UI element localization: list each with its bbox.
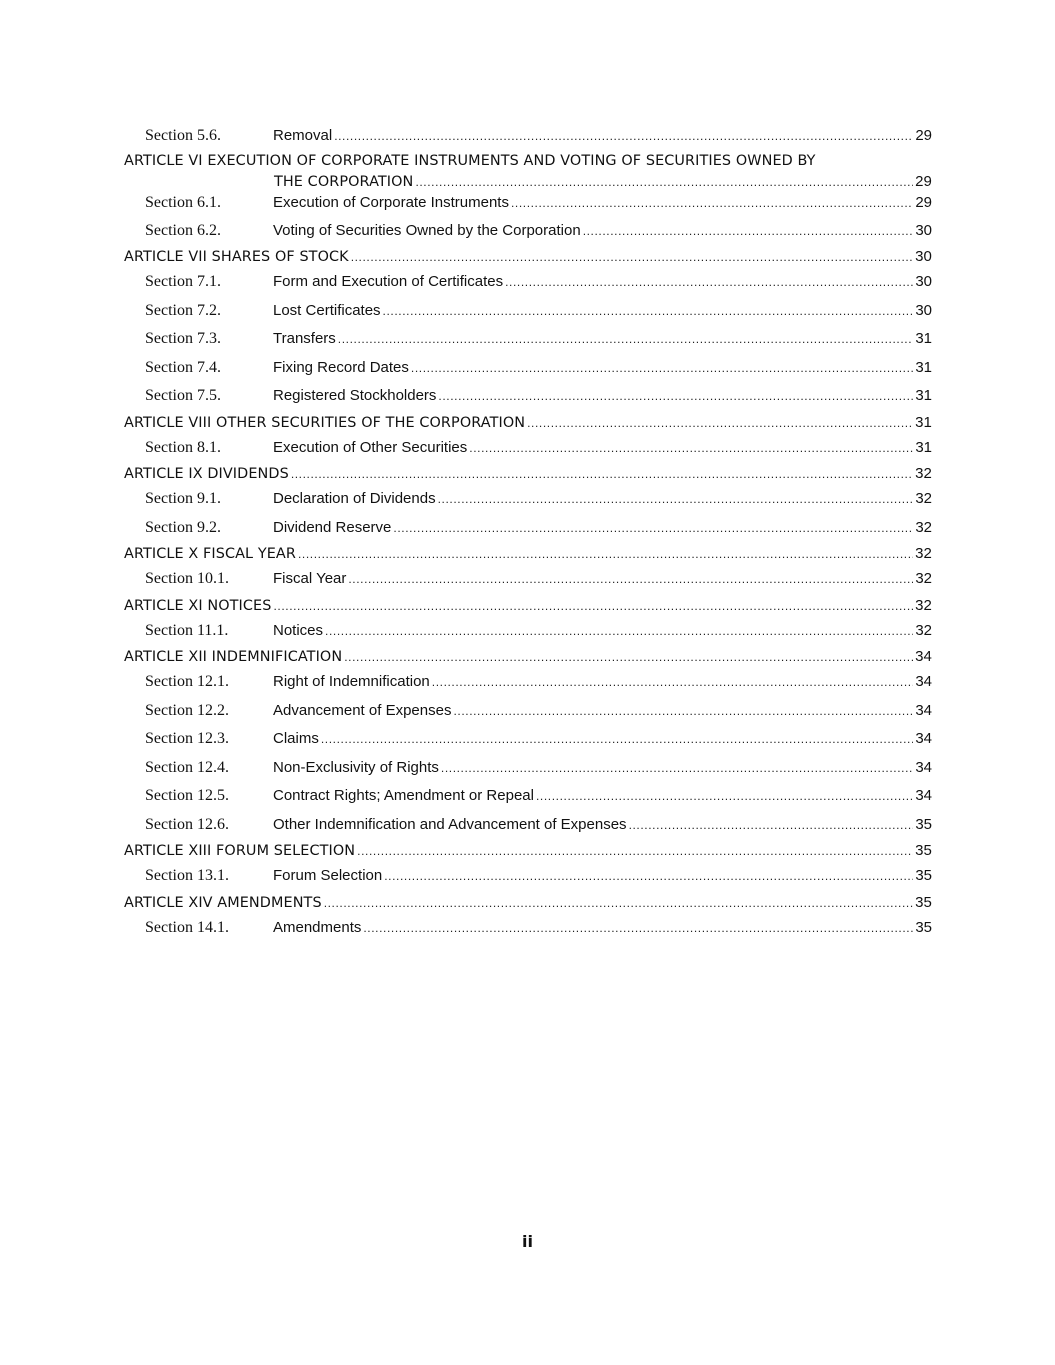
- section-title: Contract Rights; Amendment or Repeal: [273, 787, 534, 804]
- section-number: Section 12.5.: [145, 787, 229, 804]
- section-number: Section 7.4.: [145, 358, 221, 376]
- dot-leader: [505, 268, 913, 297]
- section-number: Section 12.6.: [145, 815, 229, 833]
- dot-leader: [438, 382, 913, 411]
- section-number: Section 9.1.: [145, 490, 221, 507]
- table-of-contents: [124, 122, 932, 942]
- section-number: Section 12.2.: [145, 701, 229, 719]
- article-title-continued: THE CORPORATION: [274, 173, 414, 190]
- toc-entry-section-11-1[interactable]: [124, 617, 932, 646]
- dot-leader: [511, 189, 913, 217]
- section-number: Section 12.3.: [145, 730, 229, 747]
- section-title: Non-Exclusivity of Rights: [273, 758, 439, 776]
- section-title: Registered Stockholders: [273, 387, 437, 404]
- toc-entry-article-xiv[interactable]: [124, 891, 932, 914]
- section-title: Dividend Reserve: [273, 518, 392, 536]
- page-ref: 31: [915, 438, 932, 456]
- section-number: Section 8.1.: [145, 438, 221, 456]
- section-title: Fiscal Year: [273, 570, 347, 587]
- dot-leader: [348, 565, 913, 594]
- article-title: ARTICLE XIV AMENDMENTS: [124, 894, 322, 911]
- toc-entry-section-12-4[interactable]: [124, 754, 932, 783]
- article-title: ARTICLE XII INDEMNIFICATION: [124, 649, 343, 665]
- dot-leader: [321, 725, 913, 754]
- section-title: Claims: [273, 730, 319, 747]
- section-number: Section 7.5.: [145, 387, 221, 404]
- toc-entry-section-14-1[interactable]: [124, 914, 932, 943]
- article-title: ARTICLE VI EXECUTION OF CORPORATE INSTRUMENTS AND VOTING OF SECURITIES OWNED BY: [124, 152, 816, 169]
- section-number: Section 6.2.: [145, 221, 221, 239]
- section-number: Section 5.6.: [145, 127, 221, 144]
- toc-entry-article-ix[interactable]: [124, 462, 932, 485]
- page-ref: 34: [915, 648, 932, 665]
- dot-leader: [583, 217, 914, 246]
- section-title: Form and Execution of Certificates: [273, 273, 504, 290]
- section-title: Execution of Other Securities: [273, 438, 468, 456]
- page-ref: 29: [915, 193, 932, 211]
- article-title: ARTICLE VII SHARES OF STOCK: [124, 249, 349, 265]
- dot-leader: [325, 617, 913, 646]
- section-number: Section 12.1.: [145, 673, 229, 690]
- article-title: ARTICLE VIII OTHER SECURITIES OF THE CORPORATION: [124, 414, 526, 431]
- dot-leader: [351, 246, 913, 269]
- dot-leader: [438, 485, 914, 514]
- section-number: Section 7.2.: [145, 301, 221, 319]
- dot-leader: [453, 697, 913, 726]
- dot-leader: [338, 325, 914, 354]
- page-ref: 34: [915, 701, 932, 719]
- toc-entry-article-xii[interactable]: [124, 645, 932, 668]
- toc-entry-section-13-1[interactable]: [124, 862, 932, 891]
- page-ref: 32: [915, 465, 932, 482]
- page-ref: 35: [915, 815, 932, 833]
- page-ref: 32: [915, 545, 932, 562]
- page-ref: 35: [915, 842, 932, 859]
- section-number: Section 6.1.: [145, 193, 221, 211]
- section-number: Section 12.4.: [145, 758, 229, 776]
- dot-leader: [273, 595, 913, 618]
- toc-entry-article-vi[interactable]: [124, 151, 932, 192]
- page-ref: 32: [915, 570, 932, 587]
- dot-leader: [298, 543, 913, 566]
- toc-entry-section-9-2[interactable]: [124, 514, 932, 543]
- page-ref: 34: [915, 758, 932, 776]
- section-title: Declaration of Dividends: [273, 490, 436, 507]
- dot-leader: [357, 840, 913, 863]
- section-title: Right of Indemnification: [273, 673, 430, 690]
- page-ref: 31: [915, 358, 932, 376]
- dot-leader: [344, 646, 913, 669]
- dot-leader: [469, 434, 913, 463]
- toc-entry-section-12-2[interactable]: [124, 697, 932, 726]
- dot-leader: [291, 463, 913, 486]
- dot-leader: [383, 297, 914, 326]
- toc-entry-article-xi[interactable]: [124, 594, 932, 617]
- article-title: ARTICLE XI NOTICES: [124, 597, 272, 614]
- page-ref: 32: [915, 518, 932, 536]
- article-title: ARTICLE XIII FORUM SELECTION: [124, 843, 356, 859]
- toc-entry-section-8-1[interactable]: [124, 434, 932, 463]
- toc-entry-article-xiii[interactable]: [124, 839, 932, 862]
- toc-entry-section-12-5[interactable]: [124, 782, 932, 811]
- toc-entry-section-5-6[interactable]: [124, 122, 932, 151]
- dot-leader: [363, 914, 913, 943]
- page-ref: 31: [915, 330, 932, 347]
- section-title: Amendments: [273, 918, 362, 936]
- page-ref: 34: [915, 673, 932, 690]
- toc-entry-section-7-5[interactable]: [124, 382, 932, 411]
- page-ref: 29: [915, 172, 932, 190]
- toc-entry-section-12-6[interactable]: [124, 811, 932, 840]
- toc-entry-section-7-4[interactable]: [124, 354, 932, 383]
- dot-leader: [629, 811, 914, 840]
- page-ref: 32: [915, 596, 932, 614]
- page-ref: 34: [915, 730, 932, 747]
- section-title: Advancement of Expenses: [273, 701, 452, 719]
- section-number: Section 11.1.: [145, 621, 229, 639]
- dot-leader: [411, 354, 913, 383]
- toc-entry-article-vii[interactable]: [124, 245, 932, 268]
- page-ref: 32: [915, 490, 932, 507]
- section-title: Forum Selection: [273, 867, 383, 884]
- page-ref: 29: [915, 127, 932, 144]
- toc-entry-section-12-1[interactable]: [124, 668, 932, 697]
- toc-entry-section-9-1[interactable]: [124, 485, 932, 514]
- dot-leader: [441, 754, 913, 783]
- section-number: Section 13.1.: [145, 867, 229, 884]
- section-title: Lost Certificates: [273, 301, 381, 319]
- toc-entry-section-6-1[interactable]: [124, 189, 932, 217]
- section-title: Transfers: [273, 330, 336, 347]
- section-title: Execution of Corporate Instruments: [273, 193, 509, 211]
- page-ref: 30: [915, 273, 932, 290]
- toc-entry-article-x[interactable]: [124, 542, 932, 565]
- dot-leader: [527, 412, 913, 435]
- dot-leader: [324, 892, 913, 915]
- page-ref: 30: [915, 301, 932, 319]
- section-number: Section 10.1.: [145, 570, 229, 587]
- section-title: Fixing Record Dates: [273, 358, 409, 376]
- toc-entry-article-viii[interactable]: [124, 411, 932, 434]
- page-ref: 35: [915, 918, 932, 936]
- page-ref: 35: [915, 867, 932, 884]
- toc-entry-section-7-3[interactable]: [124, 325, 932, 354]
- page-number-footer: ii: [522, 1232, 533, 1251]
- section-number: Section 7.3.: [145, 330, 221, 347]
- dot-leader: [384, 862, 913, 891]
- page-ref: 31: [915, 387, 932, 404]
- page-ref: 31: [915, 413, 932, 431]
- toc-entry-section-6-2[interactable]: [124, 217, 932, 246]
- section-title: Voting of Securities Owned by the Corporation: [273, 221, 581, 239]
- toc-entry-section-10-1[interactable]: [124, 565, 932, 594]
- page-ref: 30: [915, 221, 932, 239]
- dot-leader: [536, 782, 913, 811]
- section-title: Notices: [273, 621, 324, 639]
- article-title: ARTICLE IX DIVIDENDS: [124, 466, 289, 482]
- toc-entry-section-7-2[interactable]: [124, 297, 932, 326]
- section-title: Removal: [273, 127, 333, 144]
- page-ref: 34: [915, 787, 932, 804]
- section-number: Section 14.1.: [145, 918, 229, 936]
- page-ref: 32: [915, 621, 932, 639]
- dot-leader: [432, 668, 914, 697]
- section-number: Section 7.1.: [145, 273, 221, 290]
- section-title: Other Indemnification and Advancement of Expenses: [273, 815, 627, 833]
- section-number: Section 9.2.: [145, 518, 221, 536]
- page-ref: 35: [915, 893, 932, 911]
- toc-entry-section-12-3[interactable]: [124, 725, 932, 754]
- article-title: ARTICLE X FISCAL YEAR: [124, 546, 296, 562]
- dot-leader: [393, 514, 913, 543]
- toc-entry-section-7-1[interactable]: [124, 268, 932, 297]
- dot-leader: [334, 122, 913, 151]
- page-ref: 30: [915, 248, 932, 265]
